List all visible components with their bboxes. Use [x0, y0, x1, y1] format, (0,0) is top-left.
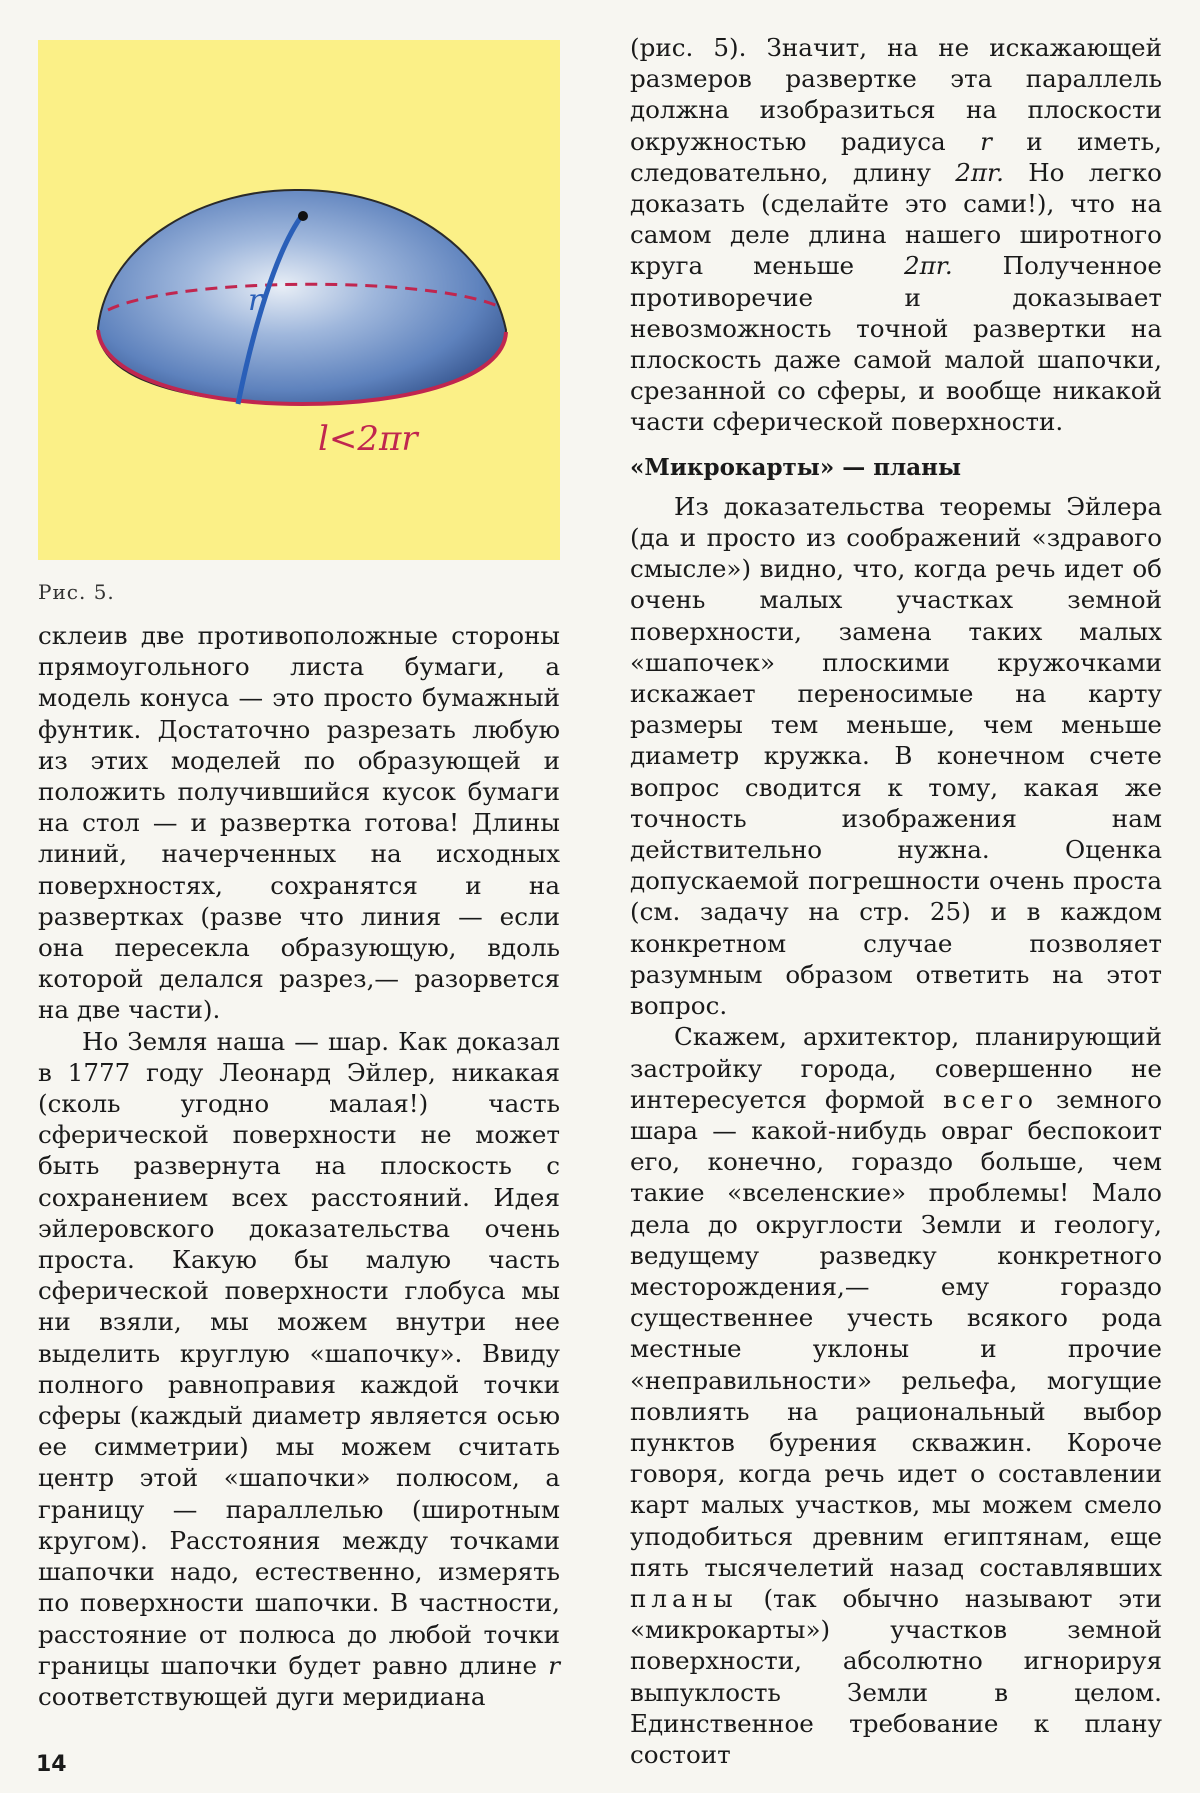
text-run: Скажем, архитектор, планирующий застройку города, совершенно не интересуется формой	[630, 1022, 1162, 1114]
text-run: соответствующей дуги меридиана	[38, 1681, 486, 1711]
radius-label: r	[248, 283, 263, 318]
variable-r: r	[548, 1650, 560, 1680]
dome-surface	[98, 190, 506, 404]
paragraph	[38, 1026, 560, 1712]
paragraph	[630, 32, 1162, 438]
text-run: Но Земля наша — шар. Как доказал в 1777 году Леонард Эйлер, никакая (сколь угодно малая!) часть сферической поверхности не может быть развернута на плоскость с сохранением всех расстояний. Идея эйлеровского доказательства очень проста. Какую бы малую часть сферической поверхности глобуса мы ни взяли, мы можем внутри нее выделить круглую «шапочку». Ввиду полного равноправия каждой точки сферы (каждый диаметр является осью ее симметрии) мы можем считать центр этой «шапочки» полюсом, а границу — параллелью (широтным кругом). Расстояния между точками шапочки надо, естественно, измерять по поверхности шапочки. В частности, расстояние от полюса до любой точки границы шапочки будет равно длине	[38, 1026, 560, 1680]
paragraph: Из доказательства теоремы Эйлера (да и просто из соображений «здравого смысле») видно, что, когда речь идет об очень малых участках земной поверхности, замена таких малых «шапочек» плоскими кружочками искажает переносимые на карту размеры тем меньше, чем меньше диаметр кружка. В конечном счете вопрос сводится к тому, какая же точность изображения нам действительно нужна. Оценка допускаемой погрешности очень проста (см. задачу на стр. 25) и в каждом конкретном случае позволяет разумным образом ответить на этот вопрос.	[630, 491, 1162, 1021]
page-number: 14	[36, 1752, 67, 1777]
left-text-column	[38, 620, 560, 1712]
pole-point	[298, 211, 308, 221]
text-run: и иметь, следовательно, длину	[630, 126, 1162, 187]
paragraph: склеив две противоположные стороны прямоугольного листа бумаги, а модель конуса — это просто бумажный фунтик. Достаточно разрезать любую из этих моделей по образующей и положить получившийся кусок бумаги на стол — и развертка готова! Длины линий, начерченных на исходных поверхностях, сохранятся и на развертках (разве что линия — если она пересекла образующую, вдоль которой делался разрез,— разорвется на две части).	[38, 621, 560, 1025]
spherical-cap-illustration	[38, 40, 560, 560]
figure-spherical-cap	[38, 40, 560, 560]
figure-caption: Рис. 5.	[38, 580, 115, 604]
spaced-word: планы	[630, 1583, 738, 1613]
text-run: Но легко доказать (сделайте это сами!), что на самом деле длина нашего широтного круга меньше	[630, 157, 1162, 281]
spaced-word: всего	[943, 1084, 1038, 1114]
formula-2pir: 2πr.	[904, 251, 953, 281]
variable-r: r	[980, 126, 992, 156]
text-run: земного шара — какой-нибудь овраг беспокоит его, конечно, гораздо больше, чем такие «вселенские» проблемы! Мало дела до округлости Земли и геологу, ведущему разведку конкретного месторождения,— ему гораздо существеннее учесть всякого рода местные уклоны и прочие «неправильности» рельефа, могущие повлиять на рациональный выбор пунктов бурения скважин. Короче говоря, когда речь идет о составлении карт малых участков, мы можем смело уподобиться древним египтянам, еще пять тысячелетий назад составлявших	[630, 1084, 1162, 1582]
section-heading: «Микрокарты» — планы	[630, 453, 962, 481]
text-run: (рис. 5). Значит, на не искажающей размеров развертке эта параллель должна изобразиться на плоскости окружностью радиуса	[630, 33, 1162, 156]
text-run: Полученное противоречие и доказывает невозможность точной развертки на плоскость даже самой малой шапочки, срезанной со сферы, и вообще никакой части сферической поверхности.	[630, 251, 1162, 437]
paragraph	[630, 1021, 1162, 1770]
arc-length-formula: l<2πr	[318, 419, 418, 459]
formula-2pir: 2πr.	[955, 157, 1004, 187]
text-run: (так обычно называют эти «микрокарты») участков земной поверхности, абсолютно игнорируя выпуклость Земли в целом. Единственное требование к плану состоит	[630, 1583, 1162, 1769]
right-text-column	[630, 32, 1162, 1770]
